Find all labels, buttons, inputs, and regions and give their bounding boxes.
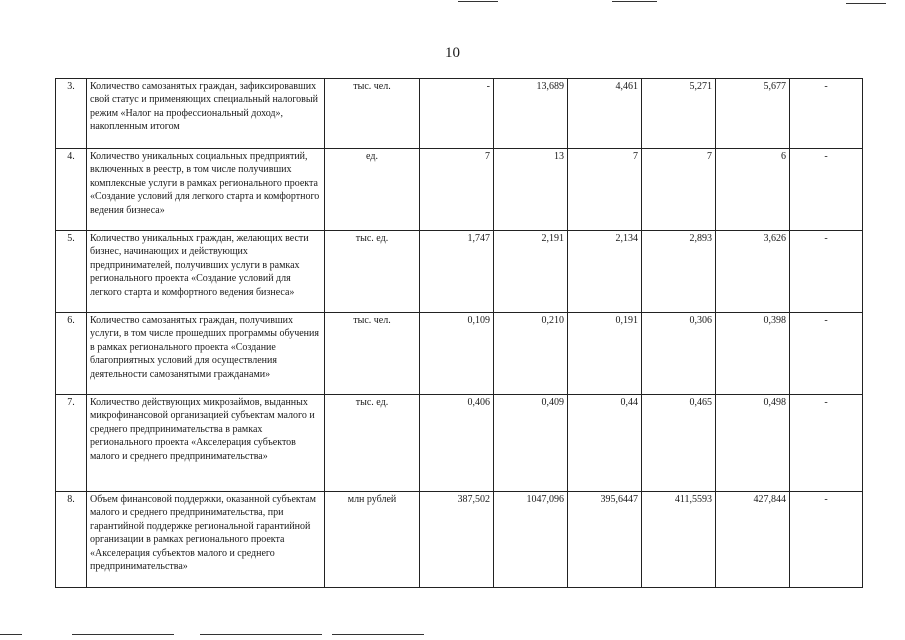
indicator-name-cell: Количество самозанятых граждан, зафиксировавших свой статус и применяющих специальный налоговый режим «Налог на профессиональный доход», накопленным итогом	[87, 79, 325, 149]
scan-artifact-line	[846, 3, 886, 4]
scan-artifact-line	[612, 1, 657, 2]
row-number-cell: 5.	[56, 231, 87, 313]
value-cell: 13	[494, 149, 568, 231]
unit-cell: тыс. ед.	[325, 395, 420, 492]
value-cell: 5,271	[642, 79, 716, 149]
value-cell: 0,44	[568, 395, 642, 492]
scan-artifact-line	[458, 1, 498, 2]
table-row	[56, 149, 863, 231]
scan-artifact-line	[0, 634, 22, 635]
indicator-name-cell: Объем финансовой поддержки, оказанной субъектам малого и среднего предпринимательства, при гарантийной поддержке региональной гарантийной организации в рамках регионального проекта «Акселерация субъектов малого и среднего предпринимательства»	[87, 492, 325, 588]
scan-artifact-line	[332, 634, 424, 635]
last-column-cell: -	[790, 492, 863, 588]
row-number-cell: 7.	[56, 395, 87, 492]
indicator-name-cell: Количество уникальных граждан, желающих вести бизнес, начинающих и действующих предпринимателей, получивших услуги в рамках регионального проекта «Создание условий для легкого старта и комфортного ведения бизнеса»	[87, 231, 325, 313]
value-cell: 2,191	[494, 231, 568, 313]
value-cell: 7	[420, 149, 494, 231]
value-cell: 427,844	[716, 492, 790, 588]
value-cell: 0,409	[494, 395, 568, 492]
last-column-cell: -	[790, 149, 863, 231]
scan-artifact-line	[200, 634, 322, 635]
value-cell: 4,461	[568, 79, 642, 149]
value-cell: 0,191	[568, 313, 642, 395]
indicator-name-cell: Количество самозанятых граждан, получивших услуги, в том числе прошедших программы обучения в рамках регионального проекта «Создание благоприятных условий для осуществления деятельности самозанятыми гражданами»	[87, 313, 325, 395]
value-cell: 1,747	[420, 231, 494, 313]
table-row	[56, 395, 863, 492]
row-number-cell: 6.	[56, 313, 87, 395]
last-column-cell: -	[790, 313, 863, 395]
value-cell: 0,498	[716, 395, 790, 492]
value-cell: 395,6447	[568, 492, 642, 588]
value-cell: 0,210	[494, 313, 568, 395]
value-cell: 0,398	[716, 313, 790, 395]
value-cell: 7	[568, 149, 642, 231]
unit-cell: тыс. чел.	[325, 79, 420, 149]
value-cell: 5,677	[716, 79, 790, 149]
value-cell: 2,134	[568, 231, 642, 313]
unit-cell: тыс. ед.	[325, 231, 420, 313]
last-column-cell: -	[790, 231, 863, 313]
value-cell: 7	[642, 149, 716, 231]
value-cell: 0,109	[420, 313, 494, 395]
indicator-table	[55, 78, 863, 588]
value-cell: 0,406	[420, 395, 494, 492]
table-row	[56, 313, 863, 395]
row-number-cell: 4.	[56, 149, 87, 231]
indicator-name-cell: Количество действующих микрозаймов, выданных микрофинансовой организацией субъектам малого и среднего предпринимательства в рамках регионального проекта «Акселерация субъектов малого и среднего предпринимательства»	[87, 395, 325, 492]
value-cell: 3,626	[716, 231, 790, 313]
value-cell: 0,465	[642, 395, 716, 492]
unit-cell: млн рублей	[325, 492, 420, 588]
table-row	[56, 231, 863, 313]
value-cell: 1047,096	[494, 492, 568, 588]
page-number: 10	[445, 45, 460, 61]
unit-cell: ед.	[325, 149, 420, 231]
scan-artifact-line	[72, 634, 174, 635]
value-cell: 387,502	[420, 492, 494, 588]
table-body	[56, 79, 863, 588]
last-column-cell: -	[790, 79, 863, 149]
unit-cell: тыс. чел.	[325, 313, 420, 395]
value-cell: -	[420, 79, 494, 149]
row-number-cell: 3.	[56, 79, 87, 149]
last-column-cell: -	[790, 395, 863, 492]
table-row	[56, 492, 863, 588]
value-cell: 411,5593	[642, 492, 716, 588]
table-row	[56, 79, 863, 149]
row-number-cell: 8.	[56, 492, 87, 588]
indicator-name-cell: Количество уникальных социальных предприятий, включенных в реестр, в том числе получивших комплексные услуги в рамках регионального проекта «Создание условий для легкого старта и комфортного ведения бизнеса»	[87, 149, 325, 231]
value-cell: 0,306	[642, 313, 716, 395]
value-cell: 6	[716, 149, 790, 231]
value-cell: 13,689	[494, 79, 568, 149]
value-cell: 2,893	[642, 231, 716, 313]
